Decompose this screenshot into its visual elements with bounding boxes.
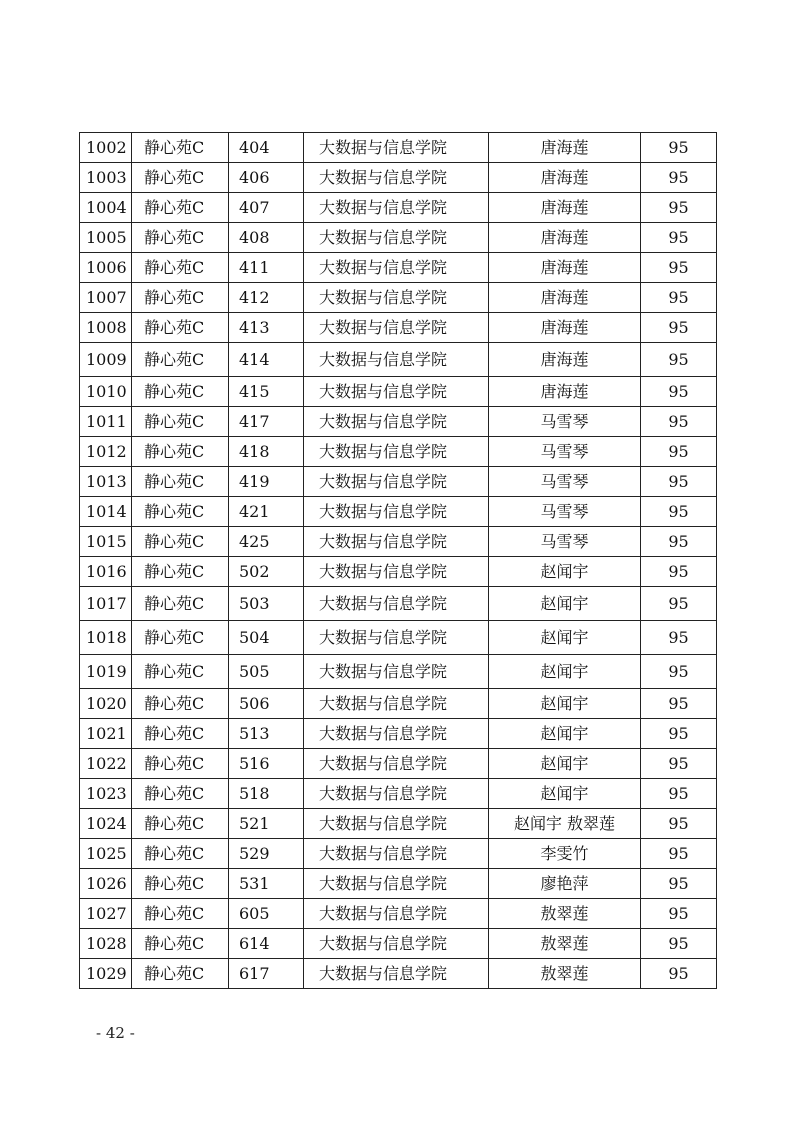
cell-department: 大数据与信息学院 xyxy=(304,437,489,467)
cell-person: 唐海莲 xyxy=(489,223,641,253)
cell-room: 505 xyxy=(229,655,304,689)
cell-score: 95 xyxy=(641,655,717,689)
cell-id: 1014 xyxy=(80,497,132,527)
cell-building: 静心苑C xyxy=(132,809,229,839)
cell-id: 1015 xyxy=(80,527,132,557)
cell-room: 503 xyxy=(229,587,304,621)
cell-id: 1020 xyxy=(80,689,132,719)
cell-person: 廖艳萍 xyxy=(489,869,641,899)
cell-person: 唐海莲 xyxy=(489,343,641,377)
cell-person: 赵闻宇 xyxy=(489,719,641,749)
table-row xyxy=(80,809,717,839)
cell-building: 静心苑C xyxy=(132,377,229,407)
cell-building: 静心苑C xyxy=(132,407,229,437)
cell-department: 大数据与信息学院 xyxy=(304,557,489,587)
table-row xyxy=(80,283,717,313)
table-row xyxy=(80,313,717,343)
table-row xyxy=(80,497,717,527)
cell-person: 唐海莲 xyxy=(489,193,641,223)
table-row xyxy=(80,621,717,655)
cell-person: 赵闻宇 xyxy=(489,689,641,719)
cell-score: 95 xyxy=(641,621,717,655)
cell-id: 1027 xyxy=(80,899,132,929)
table-row xyxy=(80,437,717,467)
cell-department: 大数据与信息学院 xyxy=(304,497,489,527)
cell-score: 95 xyxy=(641,839,717,869)
cell-room: 419 xyxy=(229,467,304,497)
cell-building: 静心苑C xyxy=(132,689,229,719)
cell-department: 大数据与信息学院 xyxy=(304,779,489,809)
table-row xyxy=(80,557,717,587)
cell-id: 1022 xyxy=(80,749,132,779)
table-row xyxy=(80,779,717,809)
cell-id: 1003 xyxy=(80,163,132,193)
cell-department: 大数据与信息学院 xyxy=(304,467,489,497)
cell-person: 李雯竹 xyxy=(489,839,641,869)
cell-room: 417 xyxy=(229,407,304,437)
cell-score: 95 xyxy=(641,497,717,527)
cell-person: 敖翠莲 xyxy=(489,899,641,929)
cell-department: 大数据与信息学院 xyxy=(304,689,489,719)
cell-id: 1008 xyxy=(80,313,132,343)
data-table-container xyxy=(79,132,716,989)
cell-building: 静心苑C xyxy=(132,467,229,497)
cell-person: 唐海莲 xyxy=(489,133,641,163)
cell-score: 95 xyxy=(641,193,717,223)
cell-person: 赵闻宇 敖翠莲 xyxy=(489,809,641,839)
cell-id: 1006 xyxy=(80,253,132,283)
cell-id: 1021 xyxy=(80,719,132,749)
cell-room: 411 xyxy=(229,253,304,283)
cell-department: 大数据与信息学院 xyxy=(304,193,489,223)
cell-person: 唐海莲 xyxy=(489,283,641,313)
table-row xyxy=(80,223,717,253)
cell-id: 1018 xyxy=(80,621,132,655)
dormitory-score-table xyxy=(79,132,717,989)
cell-id: 1012 xyxy=(80,437,132,467)
cell-id: 1007 xyxy=(80,283,132,313)
cell-room: 413 xyxy=(229,313,304,343)
cell-person: 马雪琴 xyxy=(489,497,641,527)
table-row xyxy=(80,527,717,557)
cell-room: 418 xyxy=(229,437,304,467)
cell-id: 1029 xyxy=(80,959,132,989)
cell-person: 赵闻宇 xyxy=(489,587,641,621)
cell-building: 静心苑C xyxy=(132,557,229,587)
cell-id: 1028 xyxy=(80,929,132,959)
cell-score: 95 xyxy=(641,377,717,407)
cell-id: 1002 xyxy=(80,133,132,163)
cell-room: 404 xyxy=(229,133,304,163)
cell-id: 1013 xyxy=(80,467,132,497)
cell-person: 赵闻宇 xyxy=(489,621,641,655)
cell-building: 静心苑C xyxy=(132,253,229,283)
cell-person: 马雪琴 xyxy=(489,407,641,437)
cell-score: 95 xyxy=(641,869,717,899)
cell-score: 95 xyxy=(641,223,717,253)
cell-building: 静心苑C xyxy=(132,959,229,989)
cell-department: 大数据与信息学院 xyxy=(304,655,489,689)
cell-department: 大数据与信息学院 xyxy=(304,343,489,377)
cell-person: 唐海莲 xyxy=(489,377,641,407)
cell-room: 504 xyxy=(229,621,304,655)
cell-department: 大数据与信息学院 xyxy=(304,621,489,655)
cell-id: 1011 xyxy=(80,407,132,437)
cell-person: 马雪琴 xyxy=(489,467,641,497)
table-row xyxy=(80,869,717,899)
cell-score: 95 xyxy=(641,587,717,621)
cell-room: 605 xyxy=(229,899,304,929)
cell-score: 95 xyxy=(641,407,717,437)
cell-score: 95 xyxy=(641,253,717,283)
cell-person: 赵闻宇 xyxy=(489,749,641,779)
cell-score: 95 xyxy=(641,283,717,313)
table-body xyxy=(80,133,717,989)
cell-department: 大数据与信息学院 xyxy=(304,719,489,749)
table-row xyxy=(80,133,717,163)
cell-person: 马雪琴 xyxy=(489,527,641,557)
cell-score: 95 xyxy=(641,899,717,929)
cell-score: 95 xyxy=(641,467,717,497)
cell-building: 静心苑C xyxy=(132,839,229,869)
cell-person: 敖翠莲 xyxy=(489,959,641,989)
cell-building: 静心苑C xyxy=(132,621,229,655)
cell-department: 大数据与信息学院 xyxy=(304,587,489,621)
cell-room: 617 xyxy=(229,959,304,989)
cell-person: 马雪琴 xyxy=(489,437,641,467)
cell-department: 大数据与信息学院 xyxy=(304,407,489,437)
cell-score: 95 xyxy=(641,809,717,839)
cell-building: 静心苑C xyxy=(132,193,229,223)
cell-room: 506 xyxy=(229,689,304,719)
table-row xyxy=(80,719,717,749)
table-row xyxy=(80,163,717,193)
cell-room: 408 xyxy=(229,223,304,253)
cell-department: 大数据与信息学院 xyxy=(304,163,489,193)
cell-building: 静心苑C xyxy=(132,437,229,467)
table-row xyxy=(80,839,717,869)
cell-score: 95 xyxy=(641,959,717,989)
cell-building: 静心苑C xyxy=(132,929,229,959)
cell-person: 赵闻宇 xyxy=(489,655,641,689)
cell-room: 502 xyxy=(229,557,304,587)
table-row xyxy=(80,899,717,929)
cell-department: 大数据与信息学院 xyxy=(304,527,489,557)
cell-person: 敖翠莲 xyxy=(489,929,641,959)
cell-id: 1016 xyxy=(80,557,132,587)
cell-score: 95 xyxy=(641,527,717,557)
cell-id: 1023 xyxy=(80,779,132,809)
cell-score: 95 xyxy=(641,557,717,587)
cell-building: 静心苑C xyxy=(132,313,229,343)
cell-id: 1005 xyxy=(80,223,132,253)
cell-department: 大数据与信息学院 xyxy=(304,749,489,779)
cell-id: 1024 xyxy=(80,809,132,839)
cell-department: 大数据与信息学院 xyxy=(304,839,489,869)
cell-person: 唐海莲 xyxy=(489,163,641,193)
cell-room: 407 xyxy=(229,193,304,223)
cell-score: 95 xyxy=(641,719,717,749)
cell-score: 95 xyxy=(641,343,717,377)
cell-id: 1019 xyxy=(80,655,132,689)
cell-department: 大数据与信息学院 xyxy=(304,253,489,283)
table-row xyxy=(80,929,717,959)
cell-room: 414 xyxy=(229,343,304,377)
cell-score: 95 xyxy=(641,689,717,719)
cell-score: 95 xyxy=(641,437,717,467)
cell-room: 529 xyxy=(229,839,304,869)
cell-id: 1025 xyxy=(80,839,132,869)
cell-room: 425 xyxy=(229,527,304,557)
cell-person: 唐海莲 xyxy=(489,313,641,343)
cell-score: 95 xyxy=(641,163,717,193)
cell-room: 518 xyxy=(229,779,304,809)
cell-building: 静心苑C xyxy=(132,133,229,163)
table-row xyxy=(80,689,717,719)
cell-building: 静心苑C xyxy=(132,343,229,377)
cell-room: 513 xyxy=(229,719,304,749)
cell-room: 412 xyxy=(229,283,304,313)
cell-score: 95 xyxy=(641,313,717,343)
cell-room: 406 xyxy=(229,163,304,193)
cell-department: 大数据与信息学院 xyxy=(304,929,489,959)
cell-id: 1026 xyxy=(80,869,132,899)
table-row xyxy=(80,343,717,377)
cell-building: 静心苑C xyxy=(132,655,229,689)
cell-building: 静心苑C xyxy=(132,163,229,193)
cell-room: 614 xyxy=(229,929,304,959)
cell-person: 唐海莲 xyxy=(489,253,641,283)
cell-room: 521 xyxy=(229,809,304,839)
cell-id: 1009 xyxy=(80,343,132,377)
cell-id: 1017 xyxy=(80,587,132,621)
cell-id: 1010 xyxy=(80,377,132,407)
cell-department: 大数据与信息学院 xyxy=(304,377,489,407)
table-row xyxy=(80,407,717,437)
page-number: - 42 - xyxy=(96,1024,135,1042)
table-row xyxy=(80,587,717,621)
cell-department: 大数据与信息学院 xyxy=(304,283,489,313)
table-row xyxy=(80,377,717,407)
cell-building: 静心苑C xyxy=(132,779,229,809)
cell-department: 大数据与信息学院 xyxy=(304,869,489,899)
cell-building: 静心苑C xyxy=(132,719,229,749)
cell-department: 大数据与信息学院 xyxy=(304,959,489,989)
cell-room: 421 xyxy=(229,497,304,527)
cell-score: 95 xyxy=(641,749,717,779)
cell-department: 大数据与信息学院 xyxy=(304,899,489,929)
table-row xyxy=(80,193,717,223)
cell-person: 赵闻宇 xyxy=(489,557,641,587)
cell-building: 静心苑C xyxy=(132,527,229,557)
cell-building: 静心苑C xyxy=(132,869,229,899)
cell-room: 415 xyxy=(229,377,304,407)
cell-building: 静心苑C xyxy=(132,749,229,779)
cell-building: 静心苑C xyxy=(132,223,229,253)
cell-room: 531 xyxy=(229,869,304,899)
cell-person: 赵闻宇 xyxy=(489,779,641,809)
cell-score: 95 xyxy=(641,133,717,163)
cell-building: 静心苑C xyxy=(132,587,229,621)
table-row xyxy=(80,655,717,689)
table-row xyxy=(80,253,717,283)
cell-building: 静心苑C xyxy=(132,899,229,929)
cell-department: 大数据与信息学院 xyxy=(304,313,489,343)
cell-department: 大数据与信息学院 xyxy=(304,133,489,163)
table-row xyxy=(80,959,717,989)
cell-department: 大数据与信息学院 xyxy=(304,809,489,839)
cell-id: 1004 xyxy=(80,193,132,223)
cell-building: 静心苑C xyxy=(132,497,229,527)
cell-building: 静心苑C xyxy=(132,283,229,313)
table-row xyxy=(80,467,717,497)
table-row xyxy=(80,749,717,779)
cell-score: 95 xyxy=(641,779,717,809)
cell-room: 516 xyxy=(229,749,304,779)
cell-department: 大数据与信息学院 xyxy=(304,223,489,253)
cell-score: 95 xyxy=(641,929,717,959)
